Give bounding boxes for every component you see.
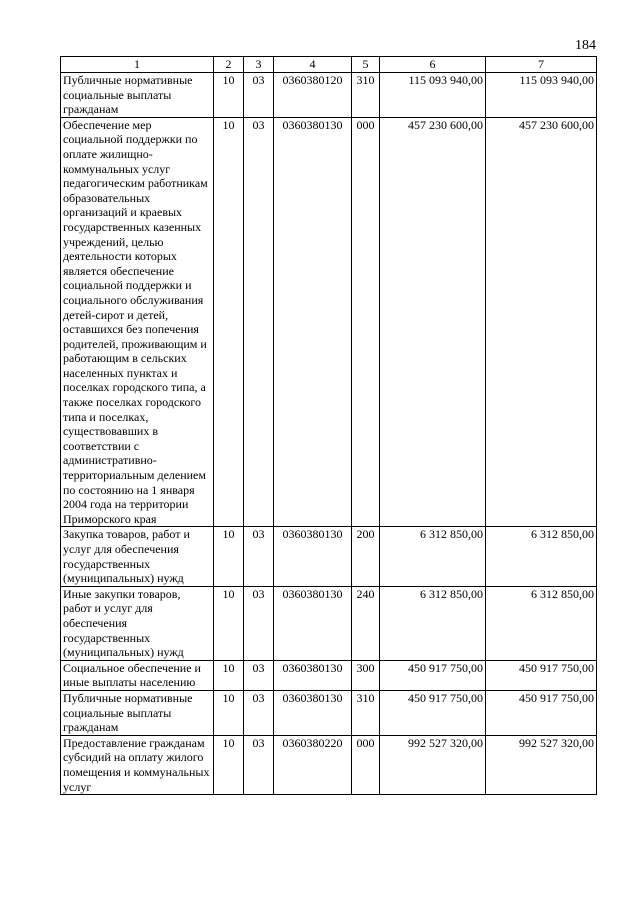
amount-column-6: 6 312 850,00 xyxy=(380,527,486,586)
target-article-code: 0360380130 xyxy=(274,527,352,586)
expense-type-code: 300 xyxy=(352,660,380,690)
target-article-code: 0360380130 xyxy=(274,660,352,690)
table-row xyxy=(61,660,597,690)
expense-type-code: 240 xyxy=(352,586,380,660)
section-code: 10 xyxy=(214,586,244,660)
target-article-code: 0360380130 xyxy=(274,586,352,660)
amount-column-7: 992 527 320,00 xyxy=(486,735,597,794)
column-header-7: 7 xyxy=(486,57,597,73)
column-header-5: 5 xyxy=(352,57,380,73)
row-name: Закупка товаров, работ и услуг для обеспечения государственных (муниципальных) нужд xyxy=(61,527,214,586)
amount-column-7: 450 917 750,00 xyxy=(486,660,597,690)
amount-column-7: 6 312 850,00 xyxy=(486,527,597,586)
section-code: 10 xyxy=(214,660,244,690)
row-name: Публичные нормативные социальные выплаты гражданам xyxy=(61,690,214,735)
amount-column-6: 992 527 320,00 xyxy=(380,735,486,794)
amount-column-6: 6 312 850,00 xyxy=(380,586,486,660)
expense-type-code: 310 xyxy=(352,73,380,118)
amount-column-6: 115 093 940,00 xyxy=(380,73,486,118)
column-header-4: 4 xyxy=(274,57,352,73)
column-header-1: 1 xyxy=(61,57,214,73)
header-row xyxy=(61,57,597,73)
subsection-code: 03 xyxy=(244,117,274,527)
table-row xyxy=(61,586,597,660)
subsection-code: 03 xyxy=(244,735,274,794)
section-code: 10 xyxy=(214,73,244,118)
expense-type-code: 000 xyxy=(352,117,380,527)
section-code: 10 xyxy=(214,735,244,794)
column-header-2: 2 xyxy=(214,57,244,73)
column-header-3: 3 xyxy=(244,57,274,73)
amount-column-7: 457 230 600,00 xyxy=(486,117,597,527)
section-code: 10 xyxy=(214,690,244,735)
subsection-code: 03 xyxy=(244,527,274,586)
amount-column-6: 450 917 750,00 xyxy=(380,660,486,690)
subsection-code: 03 xyxy=(244,660,274,690)
table-row xyxy=(61,73,597,118)
page-number: 184 xyxy=(575,38,596,53)
section-code: 10 xyxy=(214,117,244,527)
expense-type-code: 200 xyxy=(352,527,380,586)
target-article-code: 0360380220 xyxy=(274,735,352,794)
amount-column-6: 450 917 750,00 xyxy=(380,690,486,735)
target-article-code: 0360380130 xyxy=(274,690,352,735)
budget-table xyxy=(60,56,597,795)
amount-column-7: 450 917 750,00 xyxy=(486,690,597,735)
table-row xyxy=(61,690,597,735)
table-row xyxy=(61,117,597,527)
amount-column-7: 6 312 850,00 xyxy=(486,586,597,660)
row-name: Предоставление гражданам субсидий на оплату жилого помещения и коммунальных услуг xyxy=(61,735,214,794)
section-code: 10 xyxy=(214,527,244,586)
expense-type-code: 310 xyxy=(352,690,380,735)
target-article-code: 0360380120 xyxy=(274,73,352,118)
amount-column-6: 457 230 600,00 xyxy=(380,117,486,527)
row-name: Социальное обеспечение и иные выплаты населению xyxy=(61,660,214,690)
subsection-code: 03 xyxy=(244,586,274,660)
table-row xyxy=(61,735,597,794)
subsection-code: 03 xyxy=(244,73,274,118)
row-name: Публичные нормативные социальные выплаты гражданам xyxy=(61,73,214,118)
row-name: Обеспечение мер социальной поддержки по оплате жилищно-коммунальных услуг педагогическим работникам образовательных организаций и краевых государственных казенных учреждений, целью деятельности которых является обеспечение социальной поддержки и социального обслуживания детей-сирот и детей, оставшихся без попечения родителей, проживающим и работающим в сельских населенных пунктах и поселках городского типа, а также поселках городского типа и поселках, существовавших в соответствии с административно-территориальным делением по состоянию на 1 января 2004 года на территории Приморского края xyxy=(61,117,214,527)
target-article-code: 0360380130 xyxy=(274,117,352,527)
table-row xyxy=(61,527,597,586)
row-name: Иные закупки товаров, работ и услуг для обеспечения государственных (муниципальных) нужд xyxy=(61,586,214,660)
subsection-code: 03 xyxy=(244,690,274,735)
expense-type-code: 000 xyxy=(352,735,380,794)
amount-column-7: 115 093 940,00 xyxy=(486,73,597,118)
column-header-6: 6 xyxy=(380,57,486,73)
